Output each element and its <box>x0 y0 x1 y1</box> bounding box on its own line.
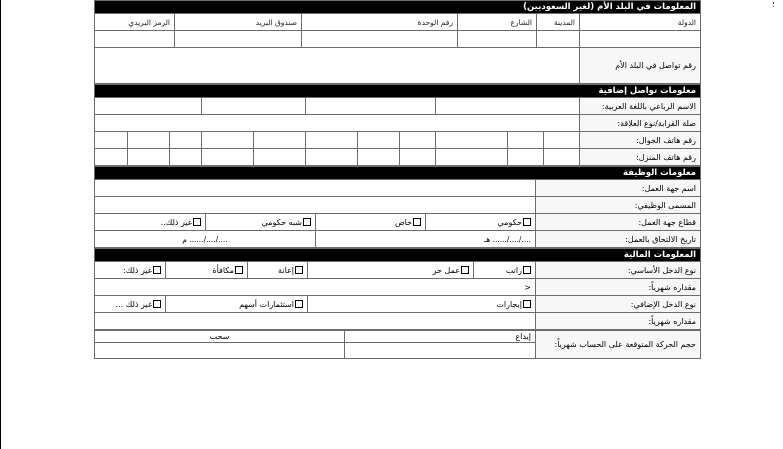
employer-field[interactable] <box>94 180 535 197</box>
checkbox-icon[interactable] <box>153 300 161 308</box>
name-part-4[interactable] <box>94 98 201 115</box>
checkbox-icon[interactable] <box>153 266 161 274</box>
basic-income-label: نوع الدخل الأساسي: <box>536 262 701 279</box>
street-label: الشارع <box>458 14 537 31</box>
join-date-gregorian-field[interactable]: ..../..../...... م <box>94 231 315 248</box>
unit-number-label: رقم الوحدة <box>302 14 458 31</box>
page-left-border <box>0 0 1 449</box>
digit-cell[interactable] <box>94 149 127 166</box>
extra-option-stocks[interactable] <box>166 296 308 313</box>
city-label: المدينة <box>537 14 580 31</box>
digit-cell[interactable] <box>254 149 306 166</box>
mobile-row <box>94 132 700 149</box>
sector-option-government[interactable] <box>426 214 536 231</box>
job-title-field[interactable] <box>94 197 535 214</box>
checkbox-icon[interactable] <box>523 300 531 308</box>
relation-label: صلة القرابة/نوع العلاقة: <box>580 115 701 132</box>
deposit-label: إيداع <box>345 331 536 343</box>
country-field[interactable] <box>580 31 701 48</box>
digit-cell[interactable] <box>254 132 306 149</box>
po-box-label: صندوق البريد <box>175 14 302 31</box>
digit-cell[interactable] <box>170 132 202 149</box>
name-part-1[interactable] <box>436 98 580 115</box>
digit-cell[interactable] <box>544 149 580 166</box>
withdraw-label: سحب <box>95 331 345 343</box>
digit-cell[interactable] <box>202 132 254 149</box>
postal-code-label: الرمز البريدي <box>94 14 174 31</box>
digit-cell[interactable] <box>400 149 436 166</box>
home-country-header: المعلومات في البلد الأم (لغير السعوديين) <box>94 1 700 14</box>
sector-option-semi-government[interactable] <box>206 214 316 231</box>
expected-movement-label: حجم الحركة المتوقعة على الحساب شهرياً: <box>536 331 701 359</box>
checkbox-icon[interactable] <box>523 218 531 226</box>
full-name-label: الاسم الرباعي باللغة العربية: <box>580 98 701 115</box>
join-date-label: تاريخ الالتحاق بالعمل: <box>536 231 701 248</box>
digit-cell[interactable] <box>508 149 544 166</box>
mobile-label: رقم هاتف الجوال: <box>580 132 701 149</box>
checkbox-icon[interactable] <box>235 266 243 274</box>
additional-contact-header: معلومات تواصل إضافية <box>94 85 700 98</box>
digit-cell[interactable] <box>400 132 436 149</box>
checkbox-icon[interactable] <box>303 218 311 226</box>
digit-cell[interactable] <box>94 132 127 149</box>
digit-cell[interactable] <box>544 132 580 149</box>
option-label: حكومي <box>497 217 522 227</box>
option-label: استثمارات أسهم <box>239 299 294 309</box>
extra-option-rentals[interactable] <box>308 296 536 313</box>
option-label: غير ذلك: <box>123 265 152 275</box>
option-label: خاص <box>394 217 412 227</box>
digit-cell[interactable] <box>306 149 358 166</box>
home-contact-field[interactable] <box>94 48 579 84</box>
join-date-hijri-field[interactable]: ..../..../...... هـ <box>316 231 536 248</box>
digit-cell[interactable] <box>170 149 202 166</box>
option-label: مكافأة <box>212 265 234 275</box>
name-part-3[interactable] <box>202 98 306 115</box>
option-label: عمل حر <box>432 265 460 275</box>
extra-monthly-label: مقداره شهرياً: <box>536 313 701 330</box>
home-phone-label: رقم هاتف المنزل: <box>580 149 701 166</box>
income-option-other[interactable] <box>94 262 165 279</box>
street-field[interactable] <box>458 31 537 48</box>
account-form <box>95 0 701 359</box>
relation-field[interactable] <box>94 115 579 132</box>
digit-cell[interactable] <box>128 132 170 149</box>
additional-contact-section <box>94 84 701 166</box>
financial-section <box>94 248 701 330</box>
income-option-aid[interactable] <box>248 262 308 279</box>
deposit-field[interactable] <box>345 343 536 359</box>
digit-cell[interactable] <box>358 149 400 166</box>
digit-cell[interactable] <box>202 149 254 166</box>
digit-cell[interactable] <box>358 132 400 149</box>
digit-cell[interactable] <box>436 132 508 149</box>
home-phone-row <box>94 149 700 166</box>
po-box-field[interactable] <box>175 31 302 48</box>
job-section <box>94 166 701 248</box>
digit-cell[interactable] <box>128 149 170 166</box>
option-label: راتب <box>505 265 522 275</box>
extra-monthly-field[interactable] <box>94 313 535 330</box>
option-label: غير ذلك.. <box>160 217 192 227</box>
expected-movement-section <box>94 330 701 359</box>
income-option-salary[interactable] <box>474 262 536 279</box>
extra-option-other[interactable] <box>94 296 165 313</box>
income-option-bonus[interactable] <box>166 262 248 279</box>
home-country-section <box>94 0 701 84</box>
option-label: إيجارات <box>496 299 522 309</box>
home-contact-label: رقم تواصل في البلد الأم <box>580 48 701 84</box>
city-field[interactable] <box>537 31 580 48</box>
postal-code-field[interactable] <box>94 31 174 48</box>
unit-number-field[interactable] <box>302 31 458 48</box>
employer-label: اسم جهة العمل: <box>536 180 701 197</box>
income-option-freelance[interactable] <box>308 262 474 279</box>
job-header: معلومات الوظيفة <box>94 167 700 180</box>
monthly-amount-field[interactable]: < <box>94 279 535 296</box>
financial-header: المعلومات المالية <box>94 249 700 262</box>
checkbox-icon[interactable] <box>193 218 201 226</box>
withdraw-field[interactable] <box>95 343 345 359</box>
sector-label: قطاع جهة العمل: <box>536 214 701 231</box>
sector-option-other[interactable] <box>94 214 205 231</box>
name-part-2[interactable] <box>306 98 436 115</box>
checkbox-icon[interactable] <box>413 218 421 226</box>
country-label: الدولة <box>580 14 701 31</box>
digit-cell[interactable] <box>508 132 544 149</box>
digit-cell[interactable] <box>436 149 508 166</box>
sector-option-private[interactable] <box>316 214 426 231</box>
job-title-label: المسمى الوظيفي: <box>536 197 701 214</box>
option-label: غير ذلك ... <box>115 299 152 309</box>
checkbox-icon[interactable] <box>461 266 469 274</box>
extra-income-label: نوع الدخل الإضافي: <box>536 296 701 313</box>
checkbox-icon[interactable] <box>295 300 303 308</box>
checkbox-icon[interactable] <box>523 266 531 274</box>
option-label: إعانة <box>278 265 294 275</box>
checkbox-icon[interactable] <box>295 266 303 274</box>
monthly-amount-label: مقداره شهرياً: <box>536 279 701 296</box>
corner-mark: ؛ <box>772 0 775 9</box>
digit-cell[interactable] <box>306 132 358 149</box>
option-label: شبه حكومي <box>261 217 302 227</box>
